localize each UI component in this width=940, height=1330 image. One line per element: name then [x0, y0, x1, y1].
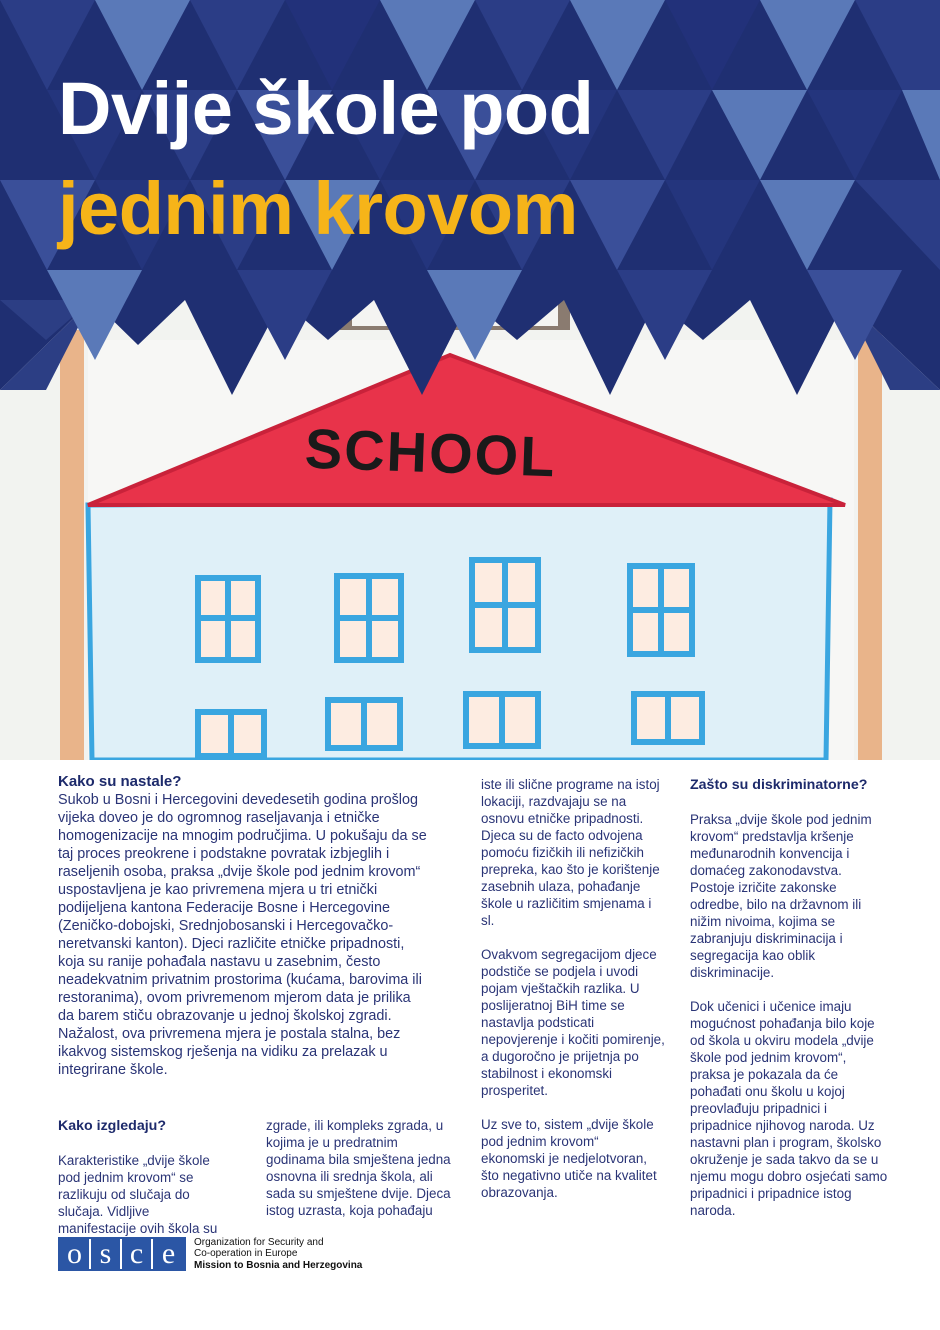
section-text: iste ili slične programe na istoj lokaciji, razdvajaju se na osnovu etničke pripadnosti. Djeca su de facto odvojena pomoću fizičkih ili nefizičkih prepreka, kao što je korištenje zasebnih ulaza, pohađanje škole u različitim smjenama i sl.	[481, 777, 660, 928]
section-discrimination	[690, 776, 890, 1219]
section-text: Uz sve to, sistem „dvije škole pod jednim krovom“ ekonomski je nedjelotvoran, što negativno utiče na kvalitet obrazovanja.	[481, 1117, 657, 1200]
org-line-2: Co-operation in Europe	[194, 1248, 298, 1260]
easel-left-leg	[60, 330, 84, 760]
logo-letter: o	[60, 1239, 91, 1269]
easel-right-leg	[858, 330, 882, 760]
org-line-1: Organization for Security and	[194, 1236, 324, 1248]
section-appearance-col3	[481, 776, 666, 1201]
section-origin	[58, 773, 430, 1079]
mission-name: Mission to Bosnia and Herzegovina	[194, 1259, 363, 1271]
section-heading: Zašto su diskriminatorne?	[690, 777, 868, 793]
school-label: SCHOOL	[303, 416, 558, 489]
section-text: Dok učenici i učenice imaju mogućnost pohađanja bilo koje od škola u okviru modela „dvije škole pod jednim krovom“, praksa je pokazala da će pohađati onu školu u kojoj preovlađuju pripadnici i pripadnice njihovog naroda. Uz nastavni plan i program, školsko okruženje je sada takvo da se u njemu mogu dobro osjećati samo pripadnici i pripadnice istog naroda.	[690, 999, 888, 1218]
section-text: Sukob u Bosni i Hercegovini devedesetih godina prošlog vijeka doveo je do ogromnog raseljavanja i etničke homogenizacije na mnogim područjima. U pokušaju da se taj proces preokrene i podstakne povratak izbjeglih i raseljenih osoba, praksa „dvije škole pod jednim krovom“ uspostavljena je kao privremena mjera u tri etnički podijeljena kantona Federacije Bosne i Hercegovine (Zeničko-dobojski, Srednjobosanski i Hercegovačko-neretvanski kanton). Djeci različite etničke pripadnosti, koja su ranije pohađala nastavu u zasebnim, često neadekvatnim privatnim prostorima (kućama, barovima ili restoranima), ovom privremenom mjerom data je prilika da barem stiču obrazovanje u jednoj školskoj zgradi. Nažalost, ova privremena mjera je postala stalna, bez ikakvog sistemskog rješenja na vidiku za prelazak u integrirane škole.	[58, 792, 427, 1078]
section-text: Praksa „dvije škole pod jednim krovom“ predstavlja kršenje međunarodnih konvencija i domaćeg zakonodavstva. Postoje izričite zakonske odredbe, bilo na državnom ili nižim nivoima, kojima se zabranjuju diskriminacija i segregacija kao oblik diskriminacije.	[690, 812, 872, 980]
section-text: Ovakvom segregacijom djece podstiče se podjela i uvodi pojam vještačkih razlika. U poslijeratnoj BiH time se nastavlja podsticati nepovjerenje i kočiti pomirenje, a dugoročno je prijetnja po stabilnost i ekonomski prosperitet.	[481, 947, 665, 1098]
section-heading: Kako su nastale?	[58, 773, 182, 790]
section-appearance-col1	[58, 1117, 228, 1237]
logo-letter: s	[91, 1239, 122, 1269]
section-appearance-col2	[266, 1117, 460, 1219]
osce-logo-mark	[58, 1237, 186, 1271]
logo-letter: e	[153, 1239, 184, 1269]
section-text: zgrade, ili kompleks zgrada, u kojima je u predratnim godinama bila smještena jedna osnovna ili srednja škola, ali sada su smještene dvije. Djeca istog uzrasta, koja pohađaju	[266, 1118, 451, 1218]
title-line-1: Dvije škole pod	[58, 67, 594, 150]
osce-name	[194, 1237, 362, 1272]
section-heading: Kako izgledaju?	[58, 1118, 166, 1134]
section-text: Karakteristike „dvije škole pod jednim krovom“ se razlikuju od slučaja do slučaja. Vidljive manifestacije ovih škola su	[58, 1153, 218, 1236]
title-line-2: jednim krovom	[58, 167, 578, 250]
osce-logo	[58, 1237, 362, 1271]
logo-letter: c	[122, 1239, 153, 1269]
